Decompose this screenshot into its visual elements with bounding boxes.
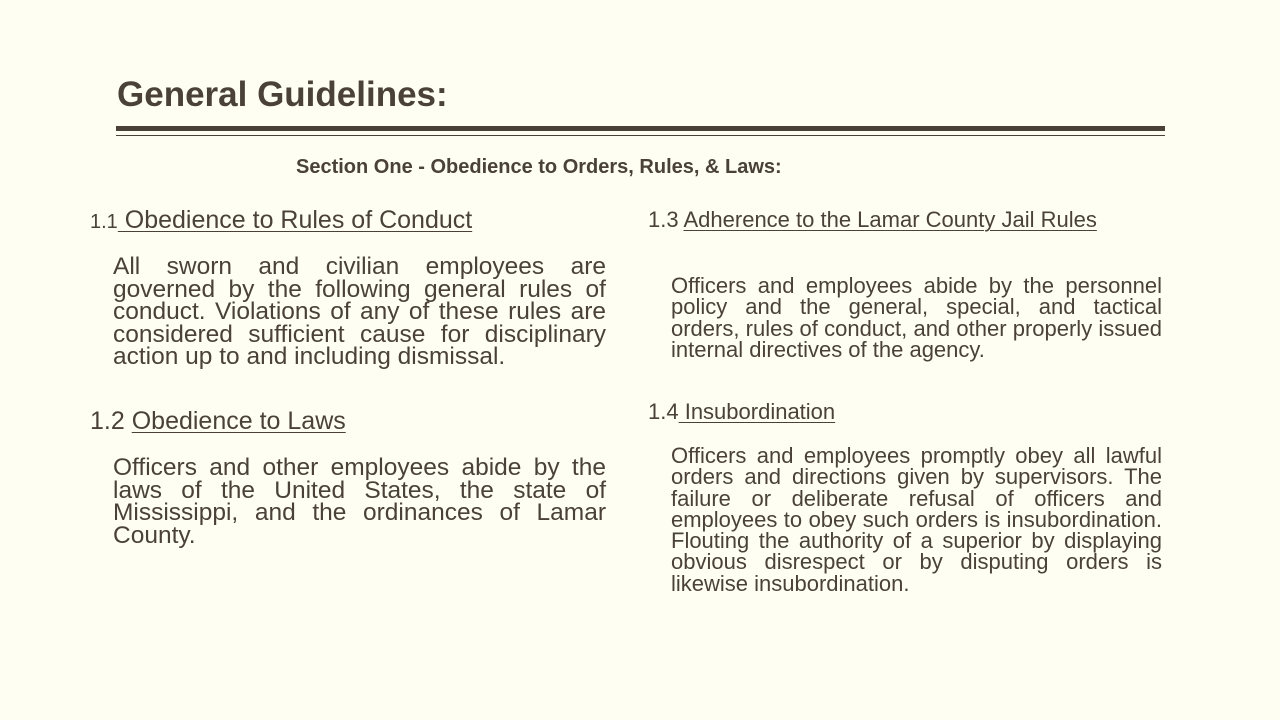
item-heading-1-3 <box>648 209 1163 231</box>
item-heading-label: Obedience to Laws <box>131 407 346 435</box>
item-heading-1-2 <box>90 408 610 435</box>
item-body-1-1: All sworn and civilian employees are governed by the following general rules of conduct. Violations of any of these rules are considered sufficient cause for disciplinary action up to and including dismissal. <box>113 253 606 370</box>
item-number: 1.3 <box>648 207 679 232</box>
item-heading-1-1 <box>90 207 610 234</box>
item-heading-label: Insubordination <box>678 399 836 424</box>
item-body-1-4: Officers and employees promptly obey all lawful orders and directions given by supervisors. The failure or deliberate refusal of officers and employees to obey such orders is insubordination. Flouting the authority of a superior by displaying obvious disrespect or by disputing orders is likewise insubordination. <box>671 443 1162 596</box>
item-body-1-2: Officers and other employees abide by the laws of the United States, the state of Mississippi, and the ordinances of Lamar County. <box>113 454 606 549</box>
title-divider-thick <box>116 126 1165 131</box>
slide-title: General Guidelines: <box>117 75 448 114</box>
item-heading-1-4 <box>648 400 1163 424</box>
item-heading-label: Obedience to Rules of Conduct <box>117 206 473 234</box>
title-divider-thin <box>116 135 1165 136</box>
item-number: 1.4 <box>648 399 679 424</box>
item-number: 1.1 <box>90 211 118 233</box>
item-number: 1.2 <box>90 407 125 435</box>
item-body-1-3: Officers and employees abide by the personnel policy and the general, special, and tactical orders, rules of conduct, and other properly issued internal directives of the agency. <box>671 273 1162 362</box>
section-title: Section One - Obedience to Orders, Rules, & Laws: <box>296 156 782 178</box>
item-heading-label: Adherence to the Lamar County Jail Rules <box>683 207 1097 232</box>
